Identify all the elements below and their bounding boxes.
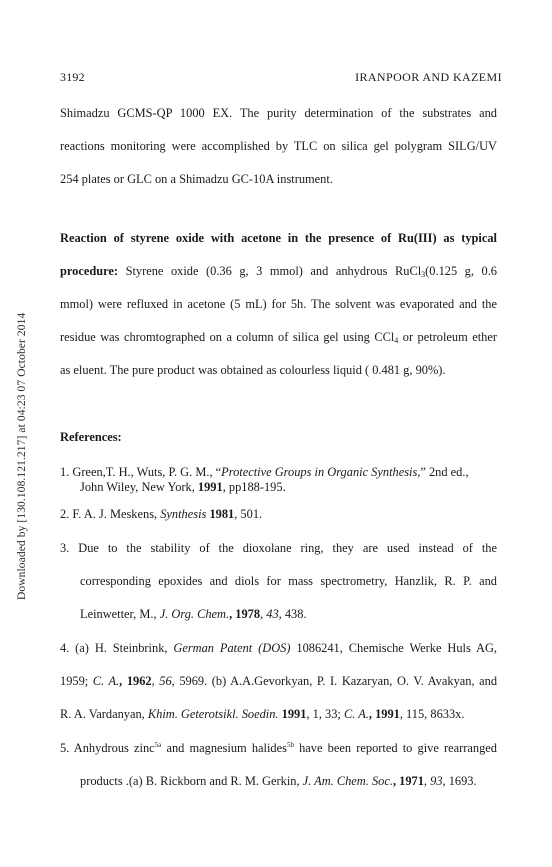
ref-journal: J. Am. Chem. Soc. bbox=[302, 774, 393, 788]
superscript: 5a bbox=[154, 741, 162, 749]
ref-text: R. A. Vardanyan, bbox=[60, 707, 148, 721]
reference-1 bbox=[60, 464, 497, 480]
procedure-heading: Reaction of styrene oxide with acetone in the presence of Ru(III) as typical bbox=[60, 231, 497, 245]
subscript: 3 bbox=[421, 270, 426, 279]
procedure-line-4: as eluent. The pure product was obtained as colourless liquid ( 0.481 g, 90%). bbox=[60, 363, 446, 377]
intro-line-1: Shimadzu GCMS-QP 1000 EX. The purity determination of the substrates and bbox=[60, 106, 497, 120]
reference-4 bbox=[60, 640, 497, 656]
references-heading: References: bbox=[60, 430, 122, 444]
ref-book-title: Protective Groups in Organic Synthesis, bbox=[221, 465, 421, 479]
procedure-text: Styrene oxide (0.36 g, 3 mmol) and anhydrous RuCl bbox=[125, 264, 422, 278]
reference-3-cont2 bbox=[80, 606, 497, 622]
reference-3-cont: corresponding epoxides and diols for mass spectrometry, Hanzlik, R. P. and bbox=[80, 574, 497, 588]
ref-journal: Khim. Geterotsikl. Soedin. bbox=[147, 707, 279, 721]
reference-4-cont2 bbox=[60, 706, 497, 722]
ref-year: 1991 bbox=[278, 707, 307, 721]
ref-text: 1086241, Chemische Werke Huls AG, bbox=[290, 641, 497, 655]
ref-text: 5969. (b) A.A.Gevorkyan, P. I. Kazaryan, O. V. Avakyan, and bbox=[174, 674, 498, 688]
ref-year: , 1962 bbox=[119, 674, 152, 688]
ref-text: 5. Anhydrous zinc bbox=[60, 741, 155, 755]
ref-text: 1693. bbox=[445, 774, 477, 788]
ref-volume: , 43, bbox=[260, 607, 282, 621]
ref-year: , 1991 bbox=[368, 707, 400, 721]
download-watermark: Downloaded by [130.108.121.217] at 04:23 07 October 2014 bbox=[16, 312, 28, 600]
procedure-text: (0.125 g, 0.6 bbox=[425, 264, 497, 278]
ref-text: 438. bbox=[281, 607, 307, 621]
ref-text: , pp188-195. bbox=[222, 480, 286, 494]
reference-5-cont bbox=[80, 773, 497, 789]
ref-text: ” 2nd ed., bbox=[420, 465, 469, 479]
ref-text: have been reported to give rearranged bbox=[293, 741, 497, 755]
procedure-line-3 bbox=[60, 329, 497, 345]
ref-journal: C. A. bbox=[343, 707, 369, 721]
page-number: 3192 bbox=[60, 70, 85, 84]
procedure-line-1 bbox=[60, 263, 497, 279]
ref-text: , 1, 33; bbox=[306, 707, 344, 721]
ref-volume: , 93, bbox=[423, 774, 446, 788]
intro-line-3: 254 plates or GLC on a Shimadzu GC-10A instrument. bbox=[60, 172, 333, 186]
ref-year: , 1971 bbox=[392, 774, 424, 788]
ref-journal: J. Org. Chem. bbox=[159, 607, 230, 621]
reference-2 bbox=[60, 506, 497, 522]
reference-4-cont bbox=[60, 673, 497, 689]
ref-patent: German Patent (DOS) bbox=[173, 641, 291, 655]
ref-volume: , 56, bbox=[151, 674, 175, 688]
subscript: 4 bbox=[394, 336, 399, 345]
reference-5 bbox=[60, 740, 497, 756]
ref-text: 4. (a) H. Steinbrink, bbox=[60, 641, 174, 655]
ref-year: 1991 bbox=[197, 480, 223, 494]
procedure-label: procedure: bbox=[60, 264, 119, 278]
ref-text: , 501. bbox=[234, 507, 263, 521]
ref-text: 2. F. A. J. Meskens, bbox=[60, 507, 161, 521]
ref-journal: Synthesis bbox=[160, 507, 207, 521]
ref-journal: C. A. bbox=[92, 674, 120, 688]
ref-text: , 115, 8633x. bbox=[399, 707, 465, 721]
reference-3: 3. Due to the stability of the dioxolane ring, they are used instead of the bbox=[60, 541, 497, 555]
ref-text: John Wiley, New York, bbox=[80, 480, 198, 494]
ref-text: 1959; bbox=[60, 674, 93, 688]
reference-1-cont bbox=[80, 479, 497, 495]
intro-line-2: reactions monitoring were accomplished by TLC on silica gel polygram SILG/UV bbox=[60, 139, 497, 153]
ref-text: products .(a) B. Rickborn and R. M. Gerkin, bbox=[80, 774, 303, 788]
procedure-text: residue was chromtographed on a column of silica gel using CCl bbox=[60, 330, 395, 344]
procedure-text: or petroleum ether bbox=[398, 330, 497, 344]
procedure-line-2: mmol) were refluxed in acetone (5 mL) for 5h. The solvent was evaporated and the bbox=[60, 297, 497, 311]
ref-text: Leinwetter, M., bbox=[80, 607, 160, 621]
ref-text: and magnesium halides bbox=[161, 741, 287, 755]
ref-text: 1. Green,T. H., Wuts, P. G. M., “ bbox=[60, 465, 222, 479]
running-title: IRANPOOR AND KAZEMI bbox=[355, 70, 502, 84]
ref-year: , 1978 bbox=[229, 607, 261, 621]
superscript: 5b bbox=[286, 741, 294, 749]
ref-year: 1981 bbox=[206, 507, 235, 521]
